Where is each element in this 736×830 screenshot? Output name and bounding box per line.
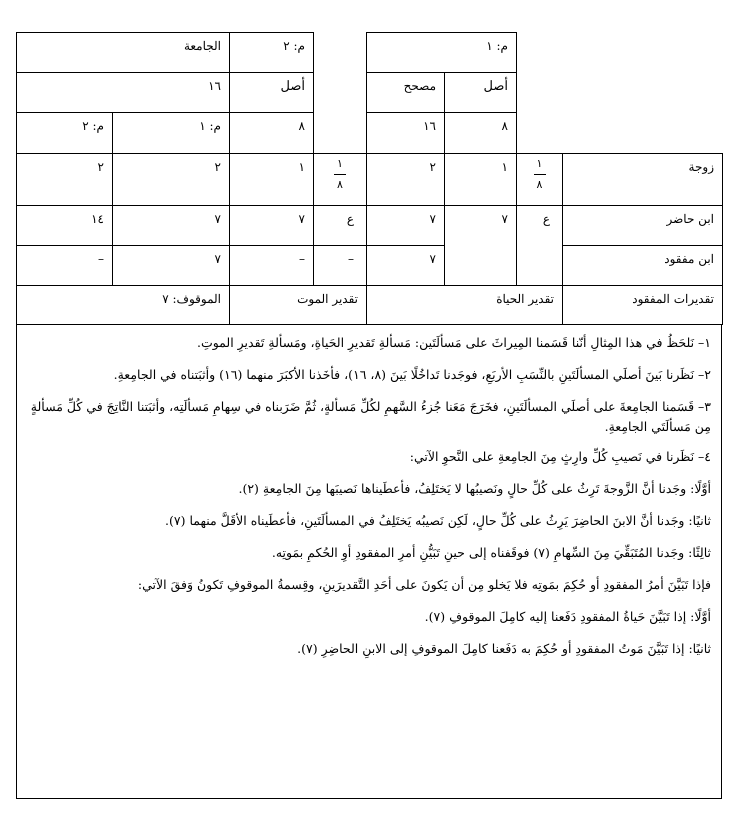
fraction-numerator: ١: [536, 157, 543, 170]
jamia-label: الجامعة: [183, 39, 221, 53]
note-resolution-first: أوَّلًا: إذا تَبَيَّنَ حَياةُ المفقودِ دَفَعنا إليه كامِلَ الموقوفِ (٧).: [424, 609, 711, 624]
suspended-share-cell: [16, 285, 230, 325]
note-1: ١– نَلحَظُ في هذا المِثالِ أنّنا قَسَمنا المِيراثَ على مَسألَتَين: مَسألةِ تَقديرِ الحَياةِ، ومَسألةِ تَقديرِ الموتِ.: [196, 335, 711, 350]
note-2: ٢– نَظَرنا بَينَ أصلَي المسألَتَينِ بالنِّسَبِ الأربَعِ، فوجَدنا تَداخُلًا بَينَ (٨، ١٦)، فأخَذنا الأكبَرَ منهما (١٦) وأثبَتناه في الجامِعةِ.: [113, 367, 711, 382]
cell-value: ٢: [214, 160, 221, 174]
death-scenario-cell: [229, 285, 367, 325]
jamia-m2-label: م: ٢: [82, 119, 104, 133]
m1-asl-label-cell: [444, 72, 517, 113]
cell-value: ٧: [501, 212, 508, 226]
cell-value: –: [98, 252, 104, 266]
explanation-notes: [16, 324, 722, 799]
fraction-bar: [334, 174, 346, 175]
jamia-m2-missing-son: [16, 245, 113, 286]
m1-musahhah-wife: [366, 153, 445, 206]
jamia-header-cell: [16, 32, 230, 73]
cell-value: ٢: [97, 160, 104, 174]
m1-label: م: ١: [486, 39, 508, 53]
heir-name: ابن مفقود: [664, 252, 714, 266]
fraction-numerator: ١: [337, 157, 343, 170]
jamia-m1-present-son: [112, 205, 230, 246]
jamia-m1-header-cell: [112, 112, 230, 154]
jamia-asl-cell: [16, 72, 230, 113]
m2-asl-present-son: [229, 205, 314, 246]
m2-label: م: ٢: [283, 39, 305, 53]
m1-asl-sons-merged: [444, 205, 517, 286]
cell-value: –: [348, 252, 354, 266]
heir-name: ابن حاضر: [666, 212, 714, 226]
jamia-m1-missing-son: [112, 245, 230, 286]
m2-asl-value-cell: [229, 112, 314, 154]
m1-musahhah-label: مصحح: [403, 79, 436, 93]
jamia-m1-label: م: ١: [199, 119, 221, 133]
m1-share-sons-merged: [516, 205, 563, 286]
m2-header-cell: [229, 32, 314, 73]
jamia-m2-present-son: [16, 205, 113, 246]
note-4-second: ثانيًا: وجَدنا أنَّ الابنَ الحاضِرَ يَرِثُ على كُلِّ حالٍ، لَكِن نَصيبُه يَختَلِفُ في المسألَتَينِ، فأعطَيناه الأقَلَّ منهما (٧).: [165, 513, 711, 528]
m2-share-missing-son: [313, 245, 367, 286]
jamia-m2-wife: [16, 153, 113, 206]
note-resolution: فإذا تَبَيَّنَ أمرُ المفقودِ أو حُكِمَ بمَوتِه فلا يَخلو مِن أن يَكونَ على أحَدِ التَّقديرَينِ، وقِسمةُ الموقوفِ تَكونُ وَفقَ الآتي:: [137, 577, 711, 592]
m1-musahhah-label-cell: [366, 72, 445, 113]
m1-asl-label: أصل: [483, 79, 508, 94]
m1-musahhah-value-cell: [366, 112, 445, 154]
jamia-m1-wife: [112, 153, 230, 206]
cell-value: ٧: [298, 212, 305, 226]
m1-share-wife: [516, 153, 563, 206]
scenarios-label-cell: [562, 285, 723, 325]
m1-asl-value: ٨: [501, 119, 508, 133]
death-scenario-label: تقدير الموت: [297, 292, 358, 306]
life-scenario-label: تقدير الحياة: [496, 292, 554, 306]
m2-asl-missing-son: [229, 245, 314, 286]
m2-asl-label-cell: [229, 72, 314, 113]
fraction-bar: [534, 174, 546, 175]
cell-value: ١: [298, 160, 305, 174]
m1-asl-value-cell: [444, 112, 517, 154]
heir-label-wife: [562, 153, 723, 206]
note-4: ٤– نَظَرنا في نَصيبِ كُلِّ وارِثٍ مِنَ الجامِعةِ على النَّحوِ الآتي:: [409, 449, 711, 464]
fraction-denominator: ٨: [536, 178, 543, 191]
heir-name: زوجة: [688, 160, 714, 174]
note-resolution-second: ثانيًا: إذا تَبَيَّنَ مَوتُ المفقودِ أو حُكِمَ به دَفَعنا كامِلَ الموقوفِ إلى الابنِ الحاضِرِ (٧).: [297, 641, 711, 656]
m1-musahhah-present-son: [366, 205, 445, 246]
note-4-third: ثالِثًا: وجَدنا المُتَبَقِّيَ مِنَ السِّهامِ (٧) فوقَفناه إلى حينِ تَبَيُّنِ أمرِ المفقودِ أوِ الحُكمِ بمَوتِه.: [271, 545, 711, 560]
jamia-m2-header-cell: [16, 112, 113, 154]
m2-asl-wife: [229, 153, 314, 206]
heir-label-present-son: [562, 205, 723, 246]
life-scenario-cell: [366, 285, 563, 325]
cell-value: ٧: [214, 212, 221, 226]
m2-share-present-son: [313, 205, 367, 246]
cell-value: ٧: [429, 252, 436, 266]
cell-value: ٧: [214, 252, 221, 266]
cell-value: ٧: [429, 212, 436, 226]
scenarios-label: تقديرات المفقود: [632, 292, 714, 306]
suspended-share-label: الموقوف: ٧: [162, 292, 221, 306]
m2-asl-value: ٨: [298, 119, 305, 133]
cell-value: ع: [542, 212, 550, 226]
m2-share-wife: [313, 153, 367, 206]
cell-value: ٢: [429, 160, 436, 174]
cell-value: ع: [346, 212, 354, 226]
m1-musahhah-missing-son: [366, 245, 445, 286]
heir-label-missing-son: [562, 245, 723, 286]
jamia-asl-value: ١٦: [208, 79, 221, 93]
cell-value: –: [299, 252, 305, 266]
cell-value: ١٤: [91, 212, 104, 226]
m2-asl-label: أصل: [280, 79, 305, 94]
m1-musahhah-value: ١٦: [423, 119, 436, 133]
m1-header-cell: [366, 32, 517, 73]
m1-asl-wife: [444, 153, 517, 206]
note-3: ٣– قَسَمنا الجامِعةَ على أصلَي المسألَتَينِ، فخَرَجَ مَعَنا جُزءُ السَّهمِ لكُلِّ مَسألةٍ، ثُمَّ ضَرَبناه في سِهامِ مَسألَتِه، وأثبَتنا النَّاتِجَ في كُلِّ مَسألةٍ مِن مَسألَتَي الجامِعةِ.: [30, 399, 711, 434]
cell-value: ١: [501, 160, 508, 174]
note-4-first: أوَّلًا: وجَدنا أنَّ الزَّوجةَ تَرِثُ على كُلِّ حالٍ ونَصيبُها لا يَختَلِفُ، فأعطَيناها نَصيبَها مِنَ الجامِعةِ (٢).: [238, 481, 711, 496]
fraction-denominator: ٨: [337, 178, 343, 191]
